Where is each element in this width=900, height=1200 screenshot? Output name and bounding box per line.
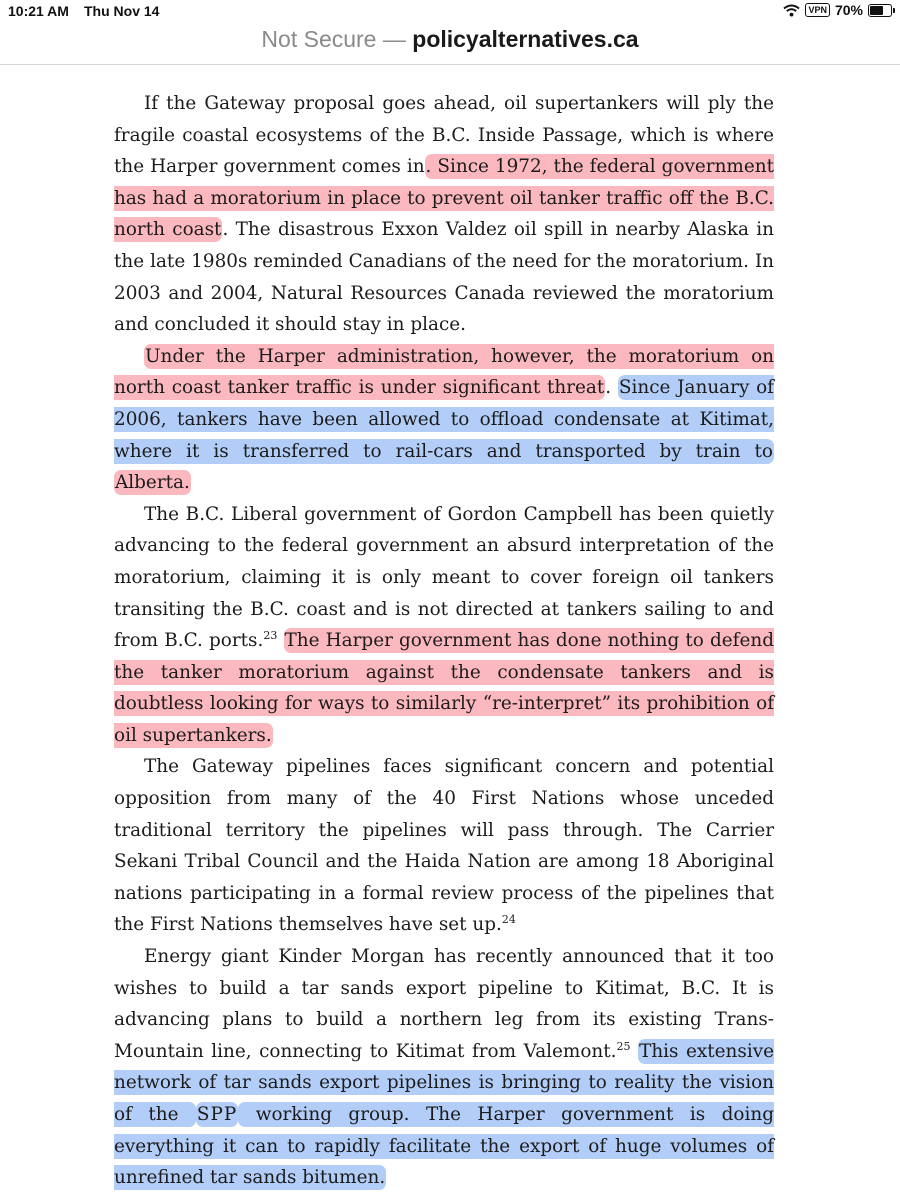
- highlight-blue: Since January of 2006, tankers have been allowed to offload condensate at Kitimat, where it is transferred to rail-cars and transported by train to: [114, 377, 774, 462]
- paragraph: [114, 499, 774, 752]
- footnote-ref: 24: [501, 913, 516, 927]
- wifi-icon: [783, 4, 800, 17]
- address-bar[interactable]: [0, 24, 900, 64]
- footnote-ref: 25: [616, 1039, 631, 1053]
- paragraph: [114, 941, 774, 1194]
- status-indicators: [783, 2, 892, 18]
- battery-percentage: 70%: [834, 2, 863, 18]
- status-bar: [0, 0, 900, 24]
- paragraph: [114, 341, 774, 499]
- toolbar-divider: [0, 64, 900, 65]
- text-segment: The B.C. Liberal government of Gordon Campbell has been quietly advancing to the federal government an absurd interpretation of the moratorium, claiming it is only meant to cover foreign oil tankers transiting the B.C. coast and is not directed at tankers sailing to and from B.C. ports.: [114, 503, 774, 652]
- footnote-ref: 23: [263, 628, 278, 642]
- clock: 10:21 AM: [8, 3, 69, 19]
- paragraph: [114, 751, 774, 941]
- text-segment: [631, 1041, 639, 1062]
- date: Thu Nov 14: [84, 3, 160, 19]
- highlight-blue: working group. The Harper government is doing everything it can to rapidly facilitate the export of huge volumes of unrefined tar sands bitumen.: [114, 1104, 774, 1189]
- text-segment: [277, 630, 283, 651]
- article-body: [114, 88, 774, 1194]
- text-segment: Energy giant Kinder Morgan has recently announced that it too wishes to build a tar sands export pipeline to Kitimat, B.C. It is advancing plans to build a northern leg from its existing Trans-Mountain line, connecting to Kitimat from Valemont.: [114, 946, 774, 1062]
- highlight-red: Alberta.: [115, 472, 190, 494]
- highlight-blue: SPP: [196, 1104, 238, 1125]
- highlight-red: Under the Harper administration, however, the moratorium on north coast tanker traffic is under significant threat: [114, 345, 774, 399]
- text-segment: . The disastrous Exxon Valdez oil spill in nearby Alaska in the late 1980s reminded Canadians of the need for the moratorium. In 2003 and 2004, Natural Resources Canada reviewed the moratorium and concluded it should stay in place.: [114, 219, 774, 336]
- highlight-red: . Since 1972, the federal government has had a moratorium in place to prevent oil tanker traffic off the B.C. north coast: [114, 156, 774, 241]
- security-label: Not Secure —: [261, 26, 406, 52]
- text-segment: If the Gateway proposal goes ahead, oil supertankers will ply the fragile coastal ecosystems of the B.C. Inside Passage, which is where the Harper government comes in: [114, 93, 774, 178]
- battery-icon: [868, 4, 892, 17]
- paragraph: [114, 88, 774, 341]
- highlight-red: The Harper government has done nothing to defend the tanker moratorium against the condensate tankers and is doubtless looking for ways to similarly “re-interpret” its prohibition of oil supertankers.: [114, 630, 774, 746]
- battery-level: [870, 6, 883, 15]
- text-segment: The Gateway pipelines faces significant concern and potential opposition from many of the 40 First Nations whose unceded traditional territory the pipelines will pass through. The Carrier Sekani Tribal Council and the Haida Nation are among 18 Aboriginal nations participating in a formal review process of the pipelines that the First Nations themselves have set up.: [114, 756, 774, 936]
- vpn-icon: VPN: [805, 3, 830, 17]
- text-segment: .: [605, 377, 618, 399]
- url-domain: policyalternatives.ca: [412, 26, 639, 52]
- highlight-blue: This extensive network of tar sands export pipelines is bringing to reality the vision of the: [114, 1040, 774, 1125]
